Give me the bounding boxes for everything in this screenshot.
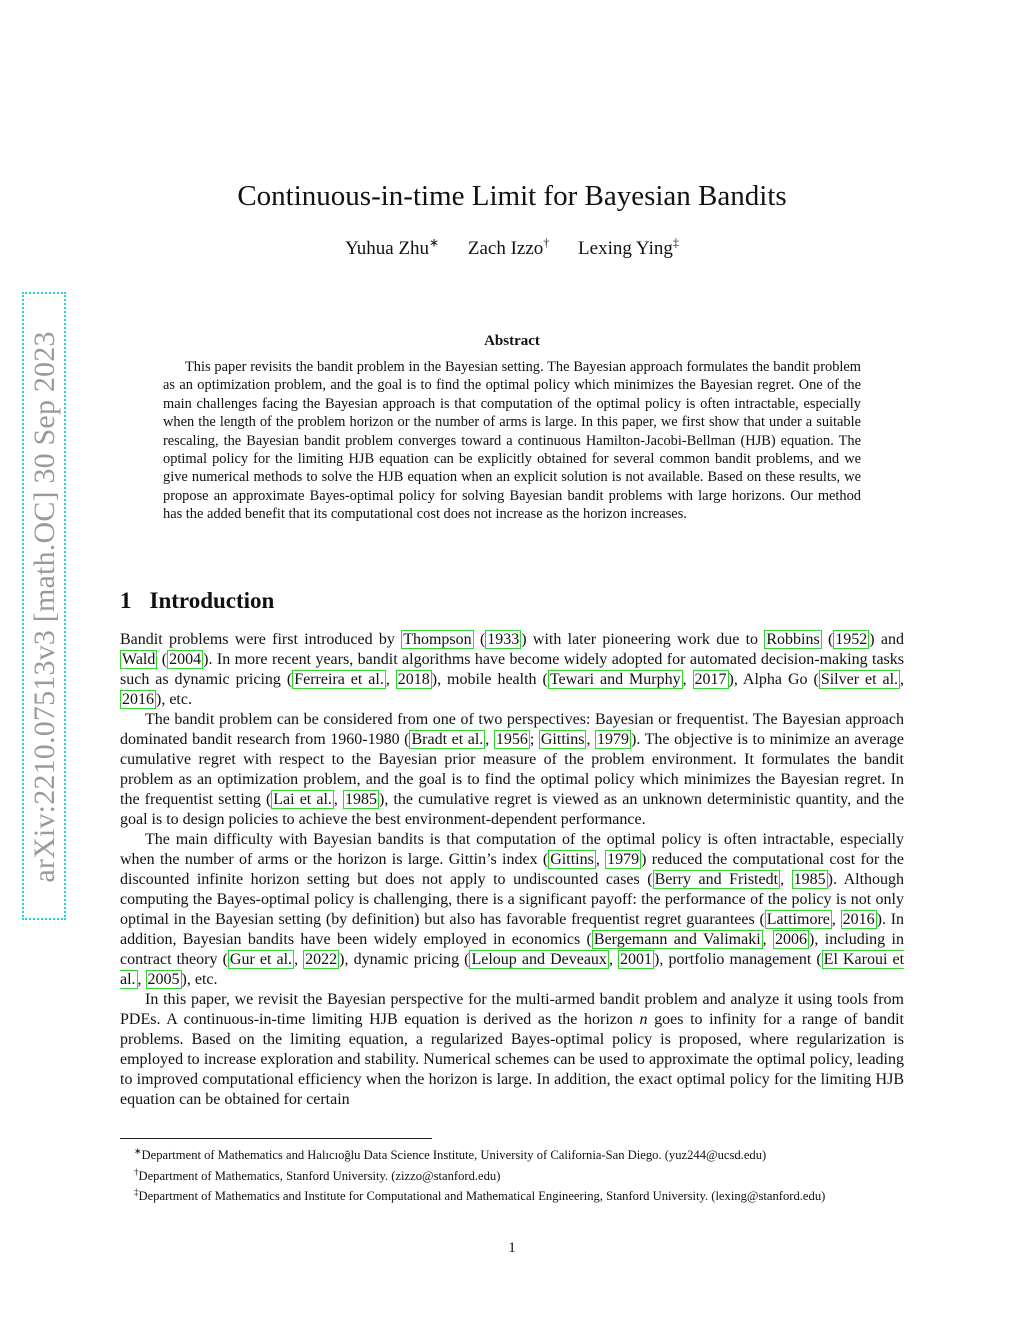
author-list — [0, 236, 1024, 260]
text-run: , — [595, 851, 606, 868]
citation-link[interactable]: 1933 — [487, 631, 520, 648]
text-run: , — [294, 951, 304, 968]
footnote: ‡Department of Mathematics and Institute for Computational and Mathematical Engineering, Stanford University. (lexing@stanford.edu) — [134, 1187, 826, 1204]
citation-link[interactable]: 2018 — [397, 671, 430, 688]
text-run: , — [333, 791, 344, 808]
paragraph — [120, 830, 904, 990]
text-run: , — [608, 951, 619, 968]
citation-link[interactable]: Berry and Fristedt — [654, 871, 779, 888]
citation-link[interactable]: Silver et al. — [820, 671, 899, 688]
text-run: In this paper, we revisit the Bayesian perspective for the multi-armed bandit problem and analyze it using tools from PDEs. A continuous-in-time limiting HJB equation is derived as the horizon — [120, 991, 904, 1028]
text-run: ), etc. — [181, 971, 218, 988]
text-run: ), dynamic pricing ( — [339, 951, 470, 968]
text-run: The bandit problem can be considered from one of two perspectives: Bayesian or frequentist. The Bayesian approach dominated bandit research from 1960-1980 ( — [120, 711, 904, 748]
citation-link[interactable]: Gittins — [550, 851, 594, 868]
paper-title: Continuous-in-time Limit for Bayesian Bandits — [237, 180, 787, 212]
citation-link[interactable]: Robbins — [766, 631, 820, 648]
text-run: ), mobile health ( — [431, 671, 548, 688]
section-title: Introduction — [149, 588, 275, 613]
citation-link[interactable]: Lai et al. — [273, 791, 332, 808]
abstract-heading: Abstract — [484, 333, 540, 349]
citation-link[interactable]: Thompson — [403, 631, 472, 648]
text-run: , — [385, 671, 396, 688]
citation-link[interactable]: Gur et al. — [229, 951, 293, 968]
footnote: †Department of Mathematics, Stanford University. (zizzo@stanford.edu) — [134, 1166, 501, 1183]
text-run: The main difficulty with Bayesian bandits is that computation of the optimal policy is often intractable, especially when the number of arms or the horizon is large. Gittin’s index ( — [120, 831, 904, 868]
section-heading — [120, 588, 274, 614]
citation-link[interactable]: Gittins — [540, 731, 585, 748]
text-run: ; — [529, 731, 539, 748]
text-run: ( — [157, 651, 168, 668]
text-run: , — [137, 971, 146, 988]
paragraph — [120, 710, 904, 830]
text-run: ). In more recent years, bandit algorithms have become widely adopted for automated decision-making tasks such as dynamic pricing ( — [120, 651, 905, 688]
citation-link[interactable]: Lattimore — [766, 911, 830, 928]
paragraph — [120, 630, 904, 710]
text-run: ). Although computing the Bayes-optimal policy is challenging, there is a significant payoff: the performance of the policy is not only optimal in the Bayesian setting (by definition) but also has favorable frequentist regret guarantees ( — [120, 871, 905, 928]
citation-link[interactable]: Bradt et al. — [411, 731, 484, 748]
author: Yuhua Zhu∗ — [345, 236, 440, 260]
text-run: , — [682, 671, 693, 688]
citation-link[interactable]: 1956 — [495, 731, 528, 748]
citation-link[interactable]: El Karoui et al. — [120, 951, 905, 988]
abstract-text: This paper revisits the bandit problem in the Bayesian setting. The Bayesian approach formulates the bandit problem as an optimization problem, and the goal is to find the optimal policy which minimizes the Bayesian regret. One of the main challenges facing the Bayesian approach is that computation of the optimal policy is often intractable, especially when the length of the problem horizon or the number of arms is large. In this paper, we first show that under a suitable rescaling, the Bayesian bandit problem converges toward a continuous Hamilton-Jacobi-Bellman (HJB) equation. The optimal policy for the limiting HJB equation can be explicitly obtained for several common bandit problems, and we give numerical methods to solve the HJB equation when an explicit solution is not available. Based on these results, we propose an approximate Bayes-optimal policy for solving Bayesian bandit problems with large horizons. Our method has the added benefit that its computational cost does not increase as the horizon increases. — [163, 359, 861, 523]
text-run: ), including in contract theory ( — [120, 931, 904, 968]
text-run: ), the cumulative regret is viewed as an unknown deterministic quantity, and the goal is to design policies to achieve the best environment-dependent performance. — [120, 791, 905, 828]
math-variable: n — [639, 1011, 648, 1028]
citation-link[interactable]: Wald — [122, 651, 156, 668]
citation-link[interactable]: 2022 — [305, 951, 338, 968]
citation-link[interactable]: 1979 — [607, 851, 640, 868]
text-run: , — [780, 871, 792, 888]
text-run: , — [900, 671, 905, 688]
citation-link[interactable]: 1952 — [835, 631, 868, 648]
citation-link[interactable]: 2017 — [694, 671, 727, 688]
citation-link[interactable]: 1985 — [793, 871, 826, 888]
citation-link[interactable]: 2016 — [122, 691, 154, 708]
citation-link[interactable]: Bergemann and Valimaki — [593, 931, 761, 948]
author: Lexing Ying‡ — [578, 236, 679, 260]
citation-link[interactable]: Leloup and Deveaux — [471, 951, 607, 968]
text-run: ) reduced the computational cost for the discounted infinite horizon setting but does not apply to undiscounted cases ( — [120, 851, 905, 888]
text-run: ). The objective is to minimize an average cumulative regret with respect to the Bayesian prior measure of the problem environment. It formulates the bandit problem as an optimization problem, and the goal is to find the optimal policy which minimizes the Bayesian regret. In the frequentist setting ( — [120, 731, 904, 808]
citation-link[interactable]: 2006 — [775, 931, 808, 948]
text-run: Bandit problems were first introduced by — [120, 631, 402, 648]
citation-link[interactable]: 2005 — [147, 971, 180, 988]
text-run: ), portfolio management ( — [654, 951, 822, 968]
footnotes — [120, 1143, 904, 1205]
page-number: 1 — [508, 1240, 516, 1256]
text-run: ), etc. — [156, 691, 192, 708]
footnote-rule — [120, 1138, 432, 1139]
citation-link[interactable]: 2016 — [842, 911, 875, 928]
text-run: , — [762, 931, 774, 948]
text-run: ) with later pioneering work due to — [521, 631, 765, 648]
text-run: ( — [821, 631, 834, 648]
text-run: , — [485, 731, 494, 748]
citation-link[interactable]: 1979 — [597, 731, 630, 748]
body-text — [120, 630, 904, 1110]
arxiv-sidebar[interactable] — [22, 292, 68, 922]
author: Zach Izzo† — [467, 236, 550, 260]
citation-link[interactable]: 2001 — [620, 951, 653, 968]
text-run: goes to infinity for a range of bandit problems. Based on the limiting equation, a regularized Bayes-optimal policy is proposed, where regularization is employed to increase exploration and stability. Numerical schemes can be used to approximate the optimal policy, leading to improved computational efficiency when the horizon is large. In addition, the exact optimal policy for the limiting HJB equation can be obtained for certain — [120, 1011, 904, 1108]
text-run: , — [586, 731, 596, 748]
text-run: , — [831, 911, 841, 928]
text-run: ). In addition, Bayesian bandits have been widely employed in economics ( — [120, 911, 905, 948]
citation-link[interactable]: Tewari and Murphy — [549, 671, 681, 688]
citation-link[interactable]: 2004 — [169, 651, 202, 668]
paragraph — [120, 990, 904, 1110]
text-run: ), Alpha Go ( — [728, 671, 819, 688]
section-number: 1 — [120, 588, 132, 613]
arxiv-identifier: arXiv:2210.07513v3 [math.OC] 30 Sep 2023 — [28, 331, 61, 883]
footnote: ∗Department of Mathematics and Halıcıoğlu Data Science Institute, University of California-San Diego. (yuz244@ucsd.edu) — [134, 1146, 767, 1163]
text-run: ) and — [869, 631, 905, 648]
citation-link[interactable]: Ferreira et al. — [294, 671, 384, 688]
citation-link[interactable]: 1985 — [345, 791, 378, 808]
text-run: ( — [473, 631, 486, 648]
